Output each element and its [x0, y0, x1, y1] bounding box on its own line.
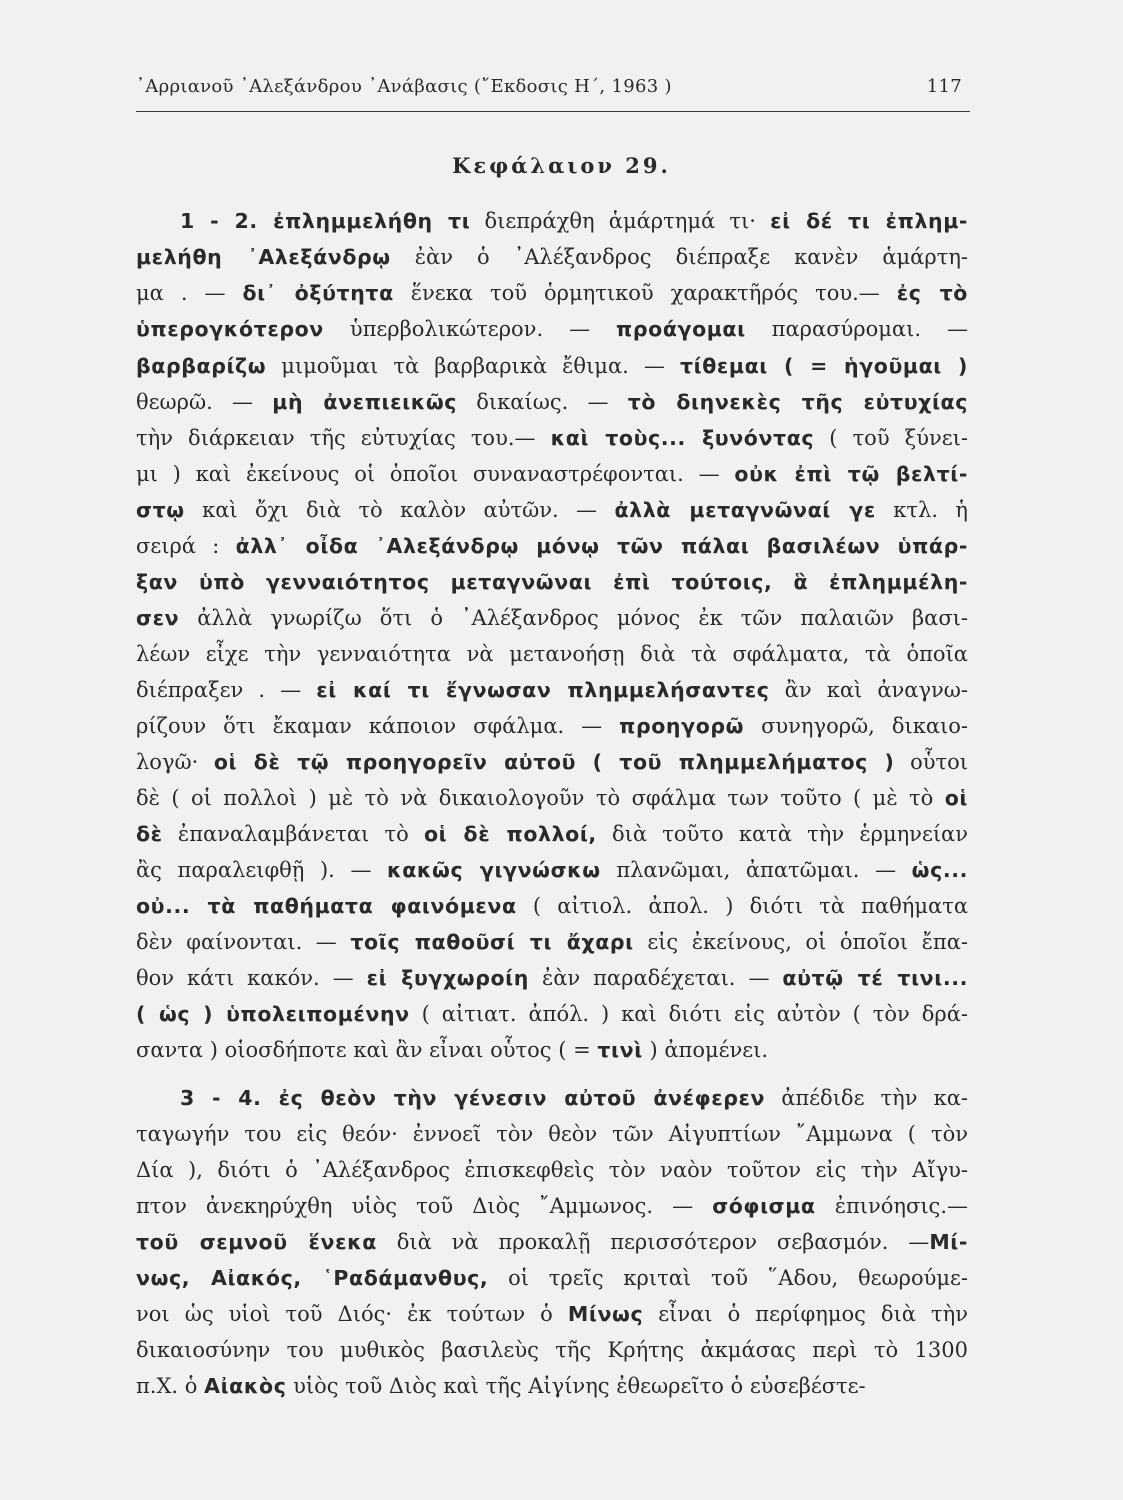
- text-line: [136, 311, 968, 347]
- text-line: [136, 492, 968, 528]
- lemma-term: οὐ... τὰ παθήματα φαινόμενα: [136, 894, 517, 918]
- lemma-term: Μί-: [929, 1230, 968, 1254]
- lemma-term: ὡς...: [911, 858, 968, 882]
- gloss-text: εἰς ἐκείνους, οἱ ὁποῖοι ἔπα-: [633, 930, 968, 954]
- text-line: [136, 420, 968, 456]
- gloss-text: ἂς παραλειφθῇ ). —: [136, 858, 388, 882]
- lemma-term: τίθεμαι ( = ἡγοῦμαι ): [679, 354, 968, 378]
- lemma-term: προάγομαι: [616, 317, 746, 341]
- text-line: [136, 1152, 968, 1188]
- lemma-term: ( ὡς ) ὑπολειπομένην: [136, 1002, 410, 1026]
- lemma-term: οὐκ ἐπὶ τῷ βελτί-: [734, 462, 968, 486]
- text-line: [136, 348, 968, 384]
- gloss-text: εἶναι ὁ περίφημος διὰ τὴν: [643, 1302, 968, 1326]
- text-line: [180, 203, 968, 239]
- header-title: ᾿Αρριανοῦ ᾿Αλεξάνδρου ᾿Ανάβασις (῎Εκδοσις Η΄, 1963 ): [136, 76, 672, 97]
- gloss-text: ὑπερβολικώτερον. —: [323, 317, 617, 341]
- gloss-text: διὰ τοῦτο κατὰ τὴν ἑρμηνείαν: [596, 822, 968, 846]
- lemma-term: τινὶ: [597, 1038, 643, 1062]
- gloss-text: θον κάτι κακόν. —: [136, 966, 367, 990]
- lemma-term: αὐτῷ τέ τινι...: [782, 966, 968, 990]
- lemma-term: εἰ καί τι ἔγνωσαν πλημμελήσαντες: [316, 678, 770, 702]
- text-line: [136, 564, 968, 600]
- gloss-text: υἱὸς τοῦ Διὸς καὶ τῆς Αἰγίνης ἐθεωρεῖτο ὁ εὐσεβέστε-: [286, 1374, 866, 1398]
- text-line: [136, 600, 968, 636]
- gloss-text: ( αἰτιολ. ἀπολ. ) διότι τὰ παθήματα: [516, 894, 968, 918]
- lemma-term: οἱ δὲ τῷ προηγορεῖν αὐτοῦ ( τοῦ πλημμελήματος ): [213, 750, 895, 774]
- text-line: [136, 528, 968, 564]
- gloss-text: ἐὰν ὁ ᾿Αλέξανδρος διέπραξε κανὲν ἁμάρτη-: [390, 245, 968, 269]
- text-line: [136, 384, 968, 420]
- lemma-term: δὲ: [136, 822, 163, 846]
- text-line: [136, 239, 968, 275]
- gloss-text: νοι ὡς υἱοὶ τοῦ Διός· ἐκ τούτων ὁ: [136, 1302, 568, 1326]
- lemma-term: Μίνως: [567, 1302, 644, 1326]
- lemma-term: ξαν ὑπὸ γενναιότητος μεταγνῶναι ἐπὶ τούτοις, ἃ ἐπλημμέλη-: [136, 570, 968, 594]
- lemma-term: καὶ τοὺς... ξυνόντας: [550, 426, 815, 450]
- gloss-text: δὲ ( οἱ πολλοὶ ) μὲ τὸ νὰ δικαιολογοῦν τὸ σφάλμα των τοῦτο ( μὲ τὸ: [136, 786, 945, 810]
- text-line: [136, 852, 968, 888]
- gloss-text: σειρά :: [136, 534, 236, 558]
- gloss-text: ἕνεκα τοῦ ὁρμητικοῦ χαρακτῆρός του.—: [393, 281, 897, 305]
- gloss-text: ἂν καὶ ἀναγνω-: [769, 678, 968, 702]
- chapter-title: Κεφάλαιον 29.: [452, 153, 671, 178]
- gloss-text: οὗτοι: [894, 750, 968, 774]
- lemma-term: μὴ ἀνεπιεικῶς: [272, 390, 458, 414]
- gloss-text: μι ) καὶ ἐκείνους οἱ ὁποῖοι συναναστρέφονται. —: [136, 462, 735, 486]
- gloss-text: διέπραξεν . —: [136, 678, 317, 702]
- text-line: [136, 960, 968, 996]
- gloss-text: π.Χ. ὁ: [136, 1374, 205, 1398]
- gloss-text: λέων εἶχε τὴν γενναιότητα νὰ μετανοήσῃ διὰ τὰ σφάλματα, τὰ ὁποῖα: [136, 642, 968, 666]
- gloss-text: λογῶ·: [136, 750, 214, 774]
- lemma-term: τὸ διηνεκὲς τῆς εὐτυχίας: [627, 390, 968, 414]
- text-line: [136, 275, 968, 311]
- page-number: 117: [926, 76, 962, 97]
- gloss-text: καὶ ὄχι διὰ τὸ καλὸν αὐτῶν. —: [184, 498, 615, 522]
- text-line: [136, 456, 968, 492]
- gloss-text: ) ἀπομένει.: [642, 1038, 769, 1062]
- text-line: [136, 888, 968, 924]
- gloss-text: ἐπαναλαμβάνεται τὸ: [162, 822, 424, 846]
- text-line: [136, 1224, 968, 1260]
- gloss-text: συνηγορῶ, δικαιο-: [744, 714, 968, 738]
- text-line: [136, 636, 968, 672]
- gloss-text: ρίζουν ὅτι ἔκαμαν κάποιον σφάλμα. —: [136, 714, 620, 738]
- gloss-text: τὴν διάρκειαν τῆς εὐτυχίας του.—: [136, 426, 551, 450]
- text-line: [136, 996, 968, 1032]
- text-line: [136, 924, 968, 960]
- header-rule: [136, 111, 970, 112]
- lemma-term: νως, Αἰακός, ῾Ραδάμανθυς,: [136, 1266, 489, 1290]
- text-line: [136, 816, 968, 852]
- gloss-text: ἀλλὰ γνωρίζω ὅτι ὁ ᾿Αλέξανδρος μόνος ἐκ τῶν παλαιῶν βασι-: [179, 606, 968, 630]
- text-line: [180, 1080, 968, 1116]
- lemma-term: βαρβαρίζω: [136, 354, 267, 378]
- text-line: [136, 780, 968, 816]
- gloss-text: πτον ἀνεκηρύχθη υἱὸς τοῦ Διὸς ῎Αμμωνος. —: [136, 1194, 713, 1218]
- gloss-text: πλανῶμαι, ἀπατῶμαι. —: [600, 858, 912, 882]
- text-line: [136, 1260, 968, 1296]
- text-line: [136, 1296, 968, 1332]
- gloss-text: ἐὰν παραδέχεται. —: [528, 966, 783, 990]
- text-line: [136, 1368, 968, 1404]
- text-line: [136, 708, 968, 744]
- gloss-text: ταγωγήν του εἰς θεόν· ἐννοεῖ τὸν θεὸν τῶν Αἰγυπτίων ῎Αμμωνα ( τὸν: [136, 1122, 968, 1146]
- text-line: [136, 672, 968, 708]
- lemma-term: οἱ δὲ πολλοί,: [423, 822, 597, 846]
- lemma-term: ὑπερογκότερον: [136, 317, 324, 341]
- gloss-text: δικαιοσύνην του μυθικὸς βασιλεὺς τῆς Κρήτης ἀκμάσας περὶ τὸ 1300: [136, 1338, 968, 1362]
- gloss-text: ἀπέδιδε τὴν κα-: [765, 1086, 968, 1110]
- text-line: [136, 1188, 968, 1224]
- lemma-term: 1 - 2. ἐπλημμελήθη τι: [180, 209, 471, 233]
- gloss-text: θεωρῶ. —: [136, 390, 273, 414]
- lemma-term: Αἰακὸς: [204, 1374, 287, 1398]
- lemma-term: δι᾿ ὀξύτητα: [242, 281, 394, 305]
- gloss-text: ἐπινόησις.—: [815, 1194, 968, 1218]
- gloss-text: μιμοῦμαι τὰ βαρβαρικὰ ἔθιμα. —: [266, 354, 680, 378]
- lemma-term: τοῖς παθοῦσί τι ἄχαρι: [350, 930, 634, 954]
- text-line: [136, 744, 968, 780]
- gloss-text: ( αἰτιατ. ἀπόλ. ) καὶ διότι εἰς αὐτὸν ( τὸν δρά-: [409, 1002, 968, 1026]
- lemma-term: προηγορῶ: [619, 714, 745, 738]
- gloss-text: Δία ), διότι ὁ ᾿Αλέξανδρος ἐπισκεφθεὶς τὸν ναὸν τοῦτον εἰς τὴν Αἴγυ-: [136, 1158, 968, 1182]
- gloss-text: ( τοῦ ξύνει-: [814, 426, 968, 450]
- gloss-text: διὰ νὰ προκαλῇ περισσότερον σεβασμόν. —: [376, 1230, 930, 1254]
- gloss-text: οἱ τρεῖς κριταὶ τοῦ ῞Αδου, θεωρούμε-: [488, 1266, 968, 1290]
- lemma-term: 3 - 4. ἐς θεὸν τὴν γένεσιν αὐτοῦ ἀνέφερεν: [180, 1086, 766, 1110]
- lemma-term: στῳ: [136, 498, 185, 522]
- gloss-text: δικαίως. —: [457, 390, 628, 414]
- lemma-term: εἰ ξυγχωροίη: [366, 966, 529, 990]
- text-line: [136, 1116, 968, 1152]
- lemma-term: ἀλλὰ μεταγνῶναί γε: [614, 498, 876, 522]
- gloss-text: κτλ. ἡ: [875, 498, 968, 522]
- text-line: [136, 1332, 968, 1368]
- gloss-text: μα . —: [136, 281, 243, 305]
- gloss-text: παρασύρομαι. —: [745, 317, 968, 341]
- lemma-term: κακῶς γιγνώσκω: [387, 858, 601, 882]
- lemma-term: οἱ: [944, 786, 968, 810]
- lemma-term: σεν: [136, 606, 180, 630]
- text-line: [136, 1032, 968, 1068]
- gloss-text: σαντα ) οἱοσδήποτε καὶ ἂν εἶναι οὗτος ( =: [136, 1038, 598, 1062]
- gloss-text: διεπράχθη ἁμάρτημά τι·: [470, 209, 771, 233]
- lemma-term: εἰ δέ τι ἐπλημ-: [770, 209, 968, 233]
- lemma-term: ἀλλ᾿ οἶδα ᾿Αλεξάνδρῳ μόνῳ τῶν πάλαι βασιλέων ὑπάρ-: [235, 534, 968, 558]
- lemma-term: ἐς τὸ: [896, 281, 968, 305]
- lemma-term: μελήθη ᾿Αλεξάνδρῳ: [136, 245, 391, 269]
- lemma-term: σόφισμα: [712, 1194, 816, 1218]
- lemma-term: τοῦ σεμνοῦ ἕνεκα: [136, 1230, 377, 1254]
- gloss-text: δὲν φαίνονται. —: [136, 930, 351, 954]
